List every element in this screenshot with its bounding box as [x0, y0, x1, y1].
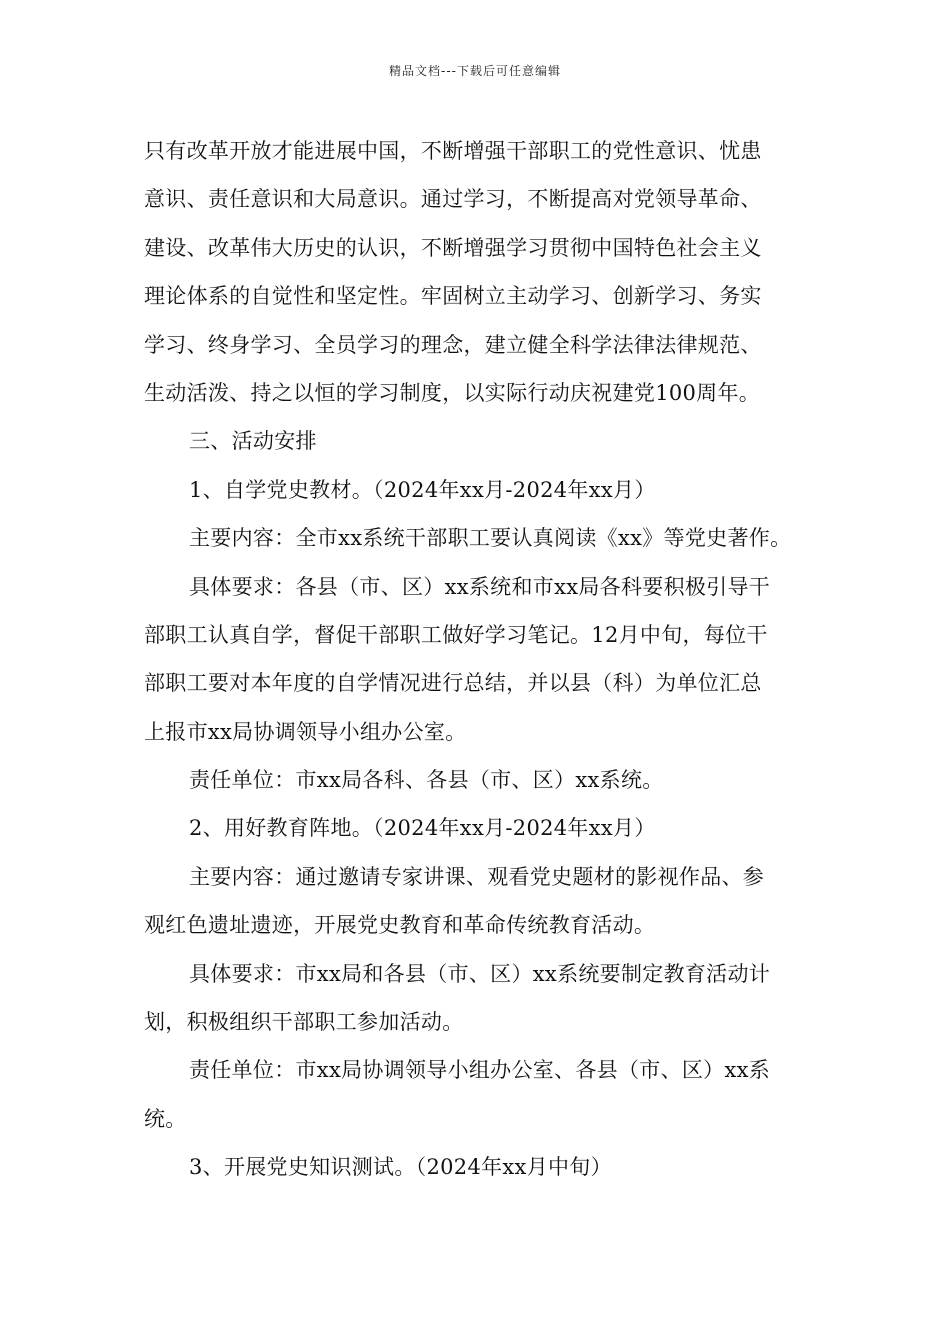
text-line: 三、活动安排: [189, 429, 317, 454]
text-line: 建设、改革伟大历史的认识，不断增强学习贯彻中国特色社会主义: [144, 235, 762, 260]
text-line: 学习、终身学习、全员学习的理念，建立健全科学法律法律规范、: [144, 332, 762, 357]
page-header: 精品文档---下载后可任意编辑: [389, 64, 561, 78]
text-line: 责任单位：市xx局协调领导小组办公室、各县（市、区）xx系: [189, 1058, 771, 1083]
text-line: 2、用好教育阵地。（2024年xx月-2024年xx月）: [189, 816, 656, 841]
document-body: [144, 131, 812, 1196]
text-line: 只有改革开放才能进展中国，不断增强干部职工的党性意识、忧患: [144, 139, 762, 163]
text-line: 主要内容：通过邀请专家讲课、观看党史题材的影视作品、参: [189, 864, 765, 889]
text-line: 划，积极组织干部职工参加活动。: [144, 1010, 464, 1035]
text-line: 部职工要对本年度的自学情况进行总结，并以县（科）为单位汇总: [144, 671, 762, 696]
text-line: 理论体系的自觉性和坚定性。牢固树立主动学习、创新学习、务实: [144, 284, 762, 309]
text-line: 主要内容：全市xx系统干部职工要认真阅读《xx》等党史著作。: [189, 526, 792, 551]
text-line: 具体要求：各县（市、区）xx系统和市xx局各科要积极引导干: [189, 574, 771, 599]
text-line: 统。: [144, 1106, 187, 1131]
text-line: 责任单位：市xx局各科、各县（市、区）xx系统。: [189, 768, 664, 793]
text-line: 上报市xx局协调领导小组办公室。: [144, 719, 467, 744]
text-line: 3、开展党史知识测试。（2024年xx月中旬）: [189, 1155, 612, 1180]
text-line: 具体要求：市xx局和各县（市、区）xx系统要制定教育活动计: [189, 961, 771, 986]
text-line: 观红色遗址遗迹，开展党史教育和革命传统教育活动。: [144, 913, 656, 938]
text-line: 部职工认真自学，督促干部职工做好学习笔记。12月中旬，每位干: [144, 622, 768, 647]
text-line: 生动活泼、持之以恒的学习制度，以实际行动庆祝建党100周年。: [144, 380, 761, 405]
text-line: 1、自学党史教材。（2024年xx月-2024年xx月）: [189, 477, 656, 502]
text-line: 意识、责任意识和大局意识。通过学习，不断提高对党领导革命、: [144, 187, 762, 212]
